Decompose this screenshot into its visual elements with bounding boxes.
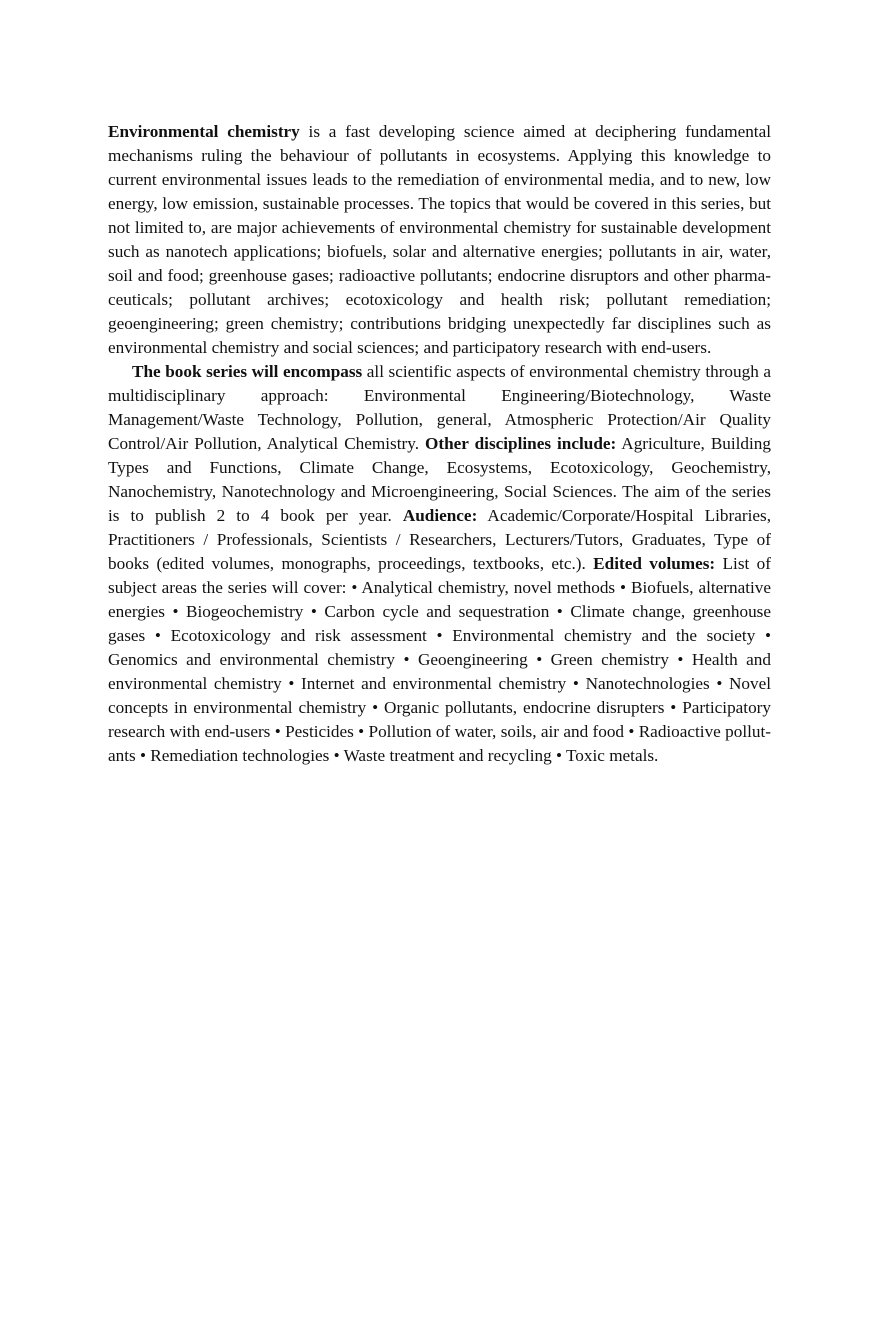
term-book-series: The book series will encompass (132, 362, 363, 381)
term-edited-volumes: Edited volumes: (593, 554, 716, 573)
paragraph2-text-3: Academic/Corporate/Hospital Libraries, Practitioners / Professionals, Scientists / Researchers, Lecturers/Tutors, Graduates, Type of books (edited volumes, monographs, proceedings, textbooks, etc.). (108, 506, 771, 573)
term-audience: Audience: (402, 506, 478, 525)
paragraph2-text-2: Agriculture, Building Types and Functions, Climate Change, Ecosystems, Ecotoxicology, Geochemistry, Nanochemistry, Nanotechnology and Microengineering, Social Sciences. The aim of the series is to publish 2 to 4 book per year. (108, 434, 771, 525)
paragraph2-text-4: List of subject areas the series will cover: • Analytical chemistry, novel methods • Biofuels, alternative energies • Biogeochemistry • Carbon cycle and sequestration • Climate change, greenhouse gases • Ecotoxicology and risk assessment • Environmental chemistry and the society • Genomics and environmental chemistry • Geoengineering • Green chemistry • Health and environmental chemistry • Internet and environmental chemistry • Nanotechnologies • Novel concepts in environmental chemistry • Organic pollutants, endocrine disrupters • Participatory research with end-users • Pesticides • Pollution of water, soils, air and food • Radioactive pollutants • Remediation technologies • Waste treatment and recycling • Toxic metals. (108, 554, 771, 765)
paragraph2-text-1: all scientific aspects of environmental chemistry through a multidisciplinary approach: Environmental Engineering/Biotechnology, Waste Management/Waste Technology, Pollution, general, Atmospheric Protection/Air Quality Control/Air Pollution, Analytical Chemistry. (108, 362, 771, 453)
paragraph-series-description (108, 120, 771, 360)
term-other-disciplines: Other disciplines include: (425, 434, 617, 453)
term-environmental-chemistry: Environmental chemistry (108, 122, 300, 141)
paragraph-series-scope (108, 360, 771, 768)
paragraph1-text: is a fast developing science aimed at deciphering fundamental mechanisms ruling the behaviour of pollutants in ecosystems. Applying this knowledge to current environmental issues leads to the remediation of environmental media, and to new, low energy, low emission, sustainable processes. The topics that would be covered in this series, but not limited to, are major achievements of environmental chemistry for sustainable development such as nanotech applications; biofuels, solar and alternative energies; pollutants in air, water, soil and food; greenhouse gases; radioactive pollutants; endocrine disruptors and other pharmaceuticals; pollutant archives; ecotoxicology and health risk; pollutant remediation; geoengineering; green chemistry; contributions bridging unexpectedly far disciplines such as environmental chemistry and social sciences; and participatory research with end-users. (108, 122, 771, 357)
document-page (108, 120, 771, 768)
